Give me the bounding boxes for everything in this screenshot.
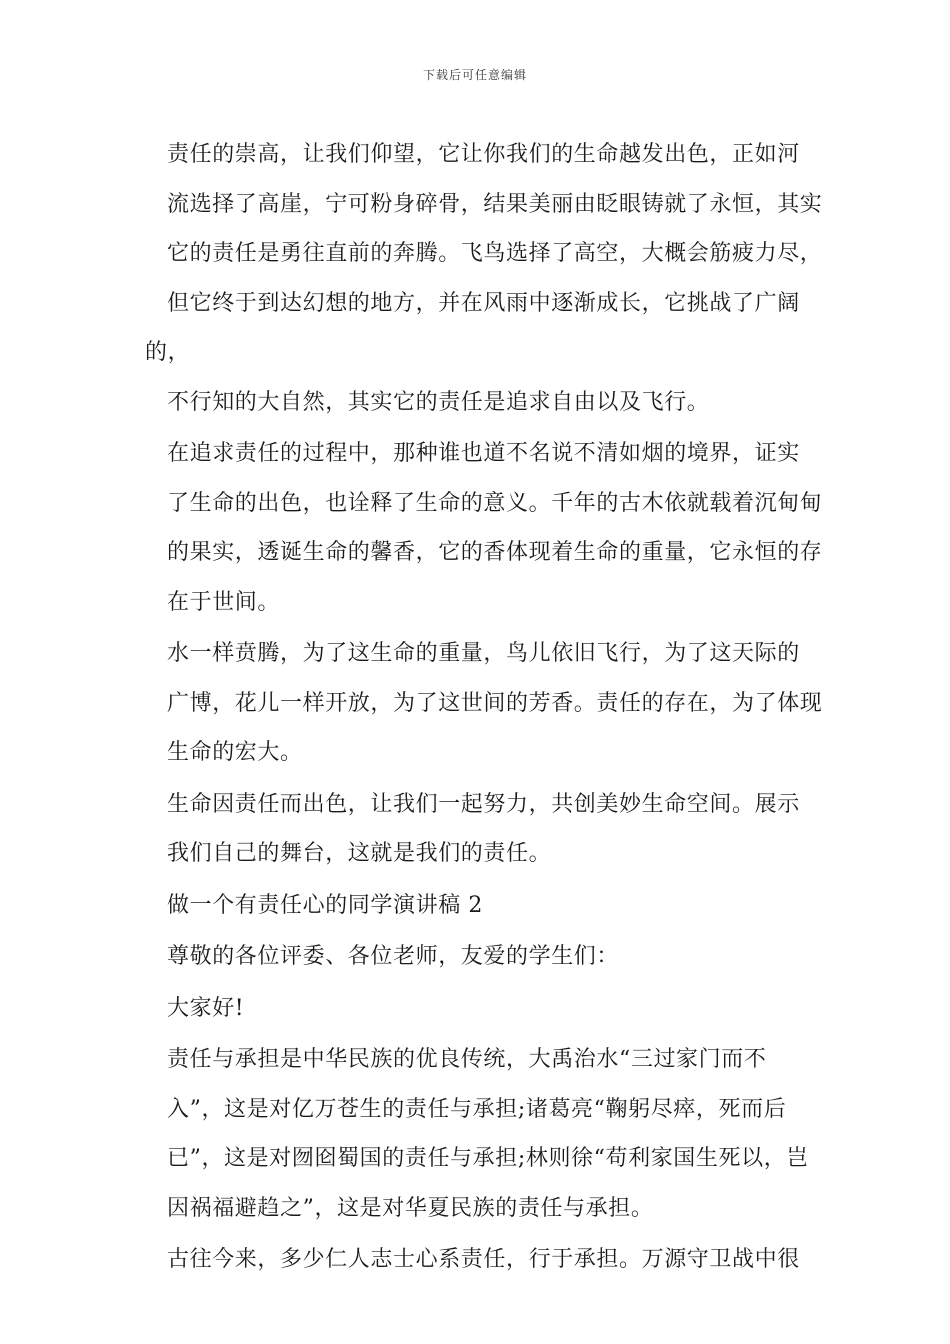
section-title [145, 881, 825, 931]
document-body [145, 130, 825, 1287]
paragraph [145, 130, 825, 427]
paragraph [145, 429, 825, 627]
paragraph [145, 629, 825, 778]
text-line: 它的责任是勇往直前的奔腾。飞鸟选择了高空，大概会筋疲力尽， [167, 241, 823, 266]
greeting [145, 984, 825, 1034]
text-line: 生命因责任而出色，让我们一起努力，共创美妙生命空间。展示 [167, 791, 800, 817]
header-note: 下载后可任意编辑 [422, 68, 527, 82]
text-line: 尊敬的各位评委、各位老师，友爱的学生们： [167, 944, 620, 969]
text-line: 在于世间。 [167, 589, 281, 615]
text-line: 的果实，透诞生命的馨香，它的香体现着生命的重量，它永恒的存 [167, 540, 823, 565]
text-line: 责任与承担是中华民族的优良传统，大禹治水“三过家门而不 [167, 1047, 767, 1072]
text-line: 不行知的大自然，其实它的责任是追求自由以及飞行。 [167, 389, 710, 415]
text-line: 广博，花儿一样开放，为了这世间的芳香。责任的存在，为了体现 [167, 690, 823, 716]
text-line: 流选择了高崖，宁可粉身碎骨，结果美丽由眨眼铸就了永恒，其实 [167, 191, 823, 217]
paragraph [145, 780, 825, 879]
text-line: 做一个有责任心的同学演讲稿 2 [167, 892, 483, 918]
text-line: 入”，这是对亿万苍生的责任与承担;诸葛亮“鞠躬尽瘁，死而后 [167, 1096, 787, 1122]
text-line: 责任的崇高，让我们仰望，它让你我们的生命越发出色，正如河 [167, 142, 800, 167]
text-line: 因祸福避趋之”，这是对华夏民族的责任与承担。 [167, 1195, 654, 1221]
text-line: 我们自己的舞台，这就是我们的责任。 [167, 841, 552, 866]
text-line: 了生命的出色，也诠释了生命的意义。千年的古木依就载着沉甸甸 [167, 490, 823, 516]
paragraph [145, 1035, 825, 1233]
paragraph [145, 1235, 825, 1285]
salutation [145, 932, 825, 982]
text-line: 大家好! [167, 995, 245, 1021]
text-line: 古往今来，多少仁人志士心系责任，行于承担。万源守卫战中很 [167, 1247, 800, 1272]
text-line: 生命的宏大。 [167, 740, 303, 765]
text-line: 水一样贲腾，为了这生命的重量，鸟儿依旧飞行，为了这天际的 [167, 641, 800, 666]
text-line: 已”，这是对囫囵蜀国的责任与承担;林则徐“苟利家国生死以，岂 [167, 1146, 809, 1171]
text-line: 在追求责任的过程中，那种谁也道不名说不清如烟的境界，证实 [167, 441, 800, 466]
text-line: 但它终于到达幻想的地方，并在风雨中逐渐成长，它挑战了广阔的， [145, 290, 800, 365]
